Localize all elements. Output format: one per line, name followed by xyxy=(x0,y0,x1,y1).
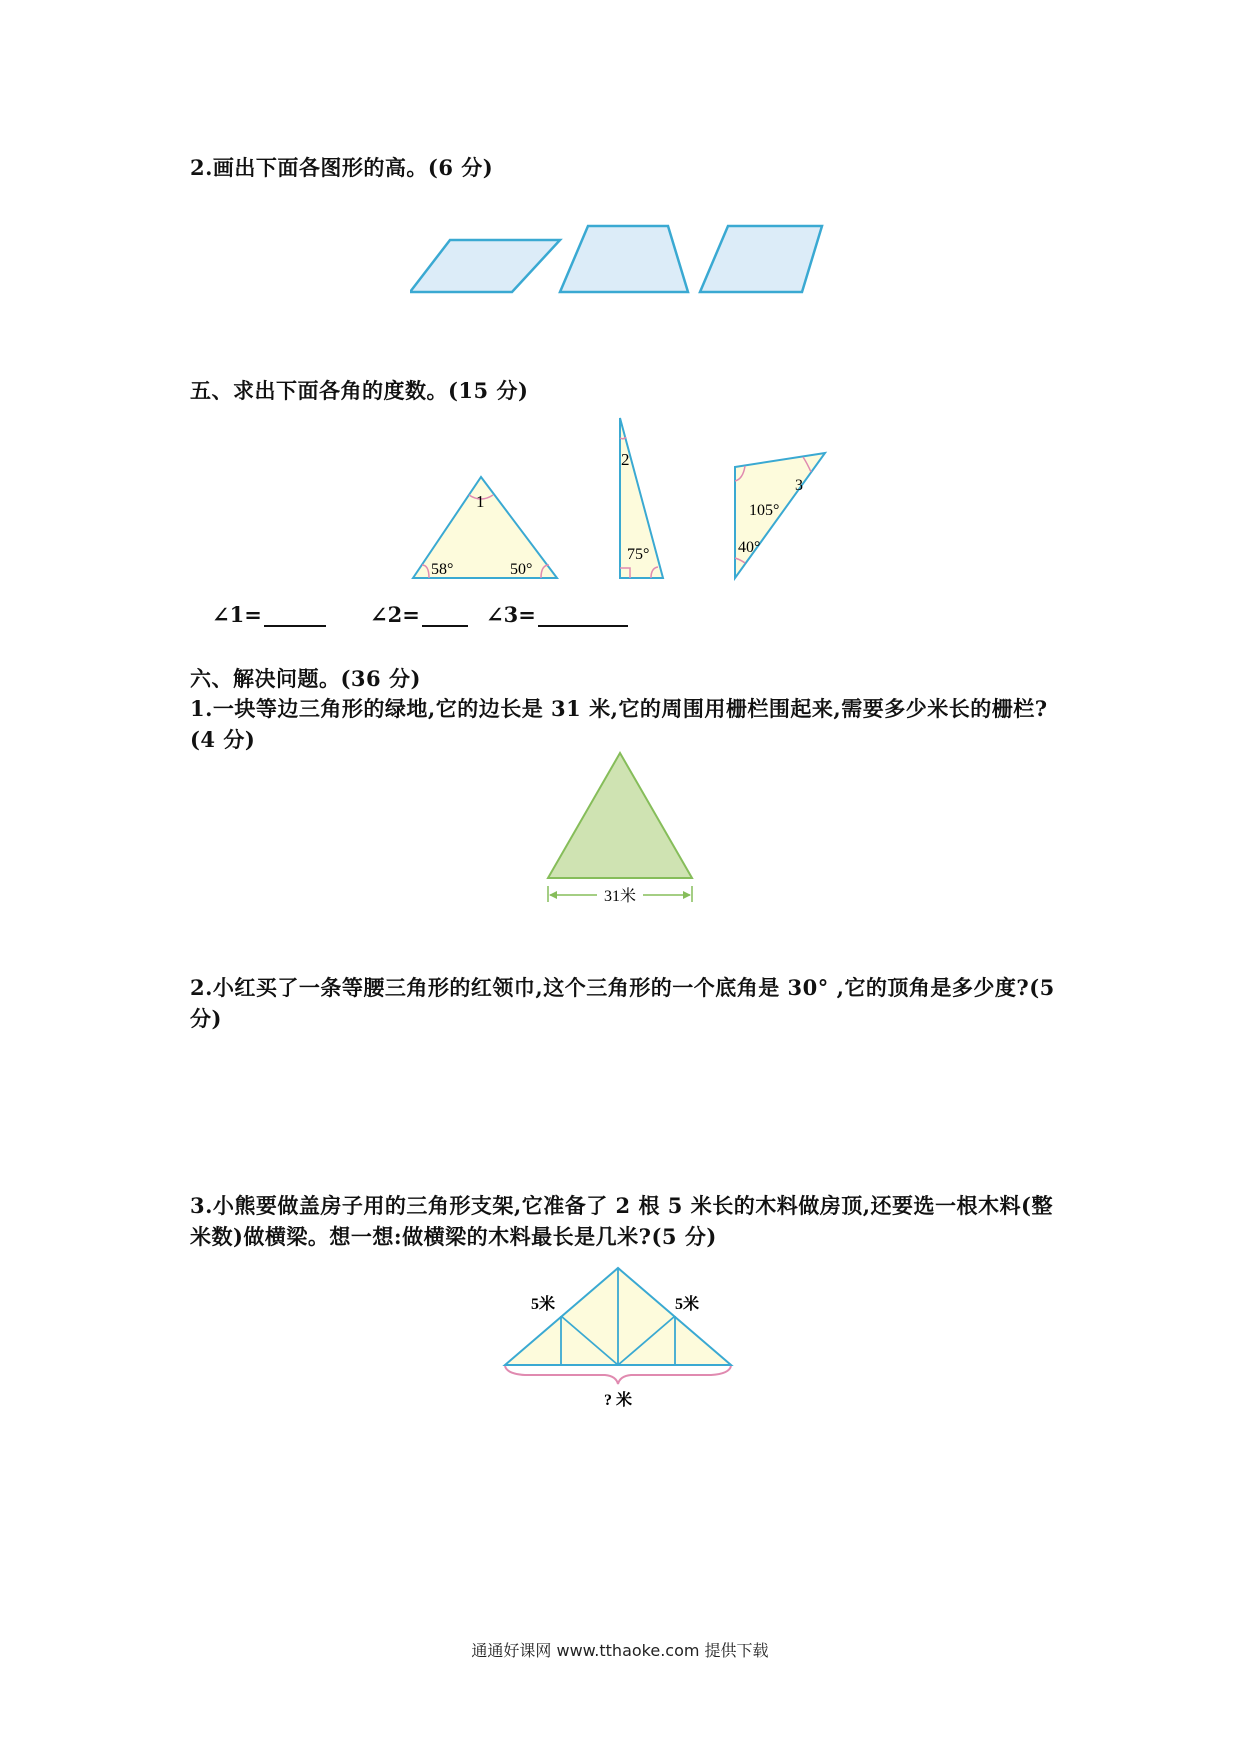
section-6-title: 六、解决问题。(36 分) xyxy=(190,666,421,691)
question-4-2: 2.画出下面各图形的高。(6 分) xyxy=(190,155,494,180)
answer-blank-3[interactable] xyxy=(538,603,628,627)
right-length-label: 5米 xyxy=(674,1296,700,1313)
answer-blank-1[interactable] xyxy=(264,603,326,627)
parallelogram-2 xyxy=(700,226,822,292)
answer-angle-3: ∠3= xyxy=(486,602,628,627)
left-length-label: 5米 xyxy=(530,1296,556,1313)
question-6-1: 1.一块等边三角形的绿地,它的边长是 31 米,它的周围用栅栏围起来,需要多少米长的栅栏?(4 分) xyxy=(190,696,1048,752)
label-angle-3: 3 xyxy=(795,477,803,494)
label-75: 75° xyxy=(627,546,650,563)
arrow-left xyxy=(549,891,557,899)
unknown-length-label: ? 米 xyxy=(603,1392,633,1409)
equilateral-triangle-figure xyxy=(540,750,710,910)
label-angle-1: 1 xyxy=(476,492,485,511)
side-length-label: 31米 xyxy=(603,888,637,905)
label-50: 50° xyxy=(510,561,533,578)
green-triangle xyxy=(548,753,692,878)
question-6-2: 2.小红买了一条等腰三角形的红领巾,这个三角形的一个底角是 30° ,它的顶角是多少度?(5 分) xyxy=(190,975,1055,1031)
trapezoid xyxy=(560,226,688,292)
answer-blank-2[interactable] xyxy=(422,603,468,627)
label-58: 58° xyxy=(431,561,454,578)
question-6-3: 3.小熊要做盖房子用的三角形支架,它准备了 2 根 5 米长的木料做房顶,还要选一根木料(整米数)做横梁。想一想:做横梁的木料最长是几米?(5 分) xyxy=(190,1193,1053,1249)
parallelogram-1 xyxy=(410,240,560,292)
bottom-brace xyxy=(505,1366,731,1384)
section-5-title: 五、求出下面各角的度数。(15 分) xyxy=(190,378,529,403)
shapes-figure xyxy=(410,220,830,300)
answer-angle-2: ∠2= xyxy=(370,602,468,627)
footer: 通通好课网 www.tthaoke.com 提供下载 xyxy=(471,1641,769,1660)
answer-angle-1: ∠1= xyxy=(212,602,326,627)
label-angle-2: 2 xyxy=(621,450,630,469)
roof-truss-figure xyxy=(495,1258,745,1413)
label-40: 40° xyxy=(738,539,761,556)
label-105: 105° xyxy=(749,502,780,519)
arrow-right xyxy=(683,891,691,899)
triangle-angles-figure xyxy=(405,415,835,585)
